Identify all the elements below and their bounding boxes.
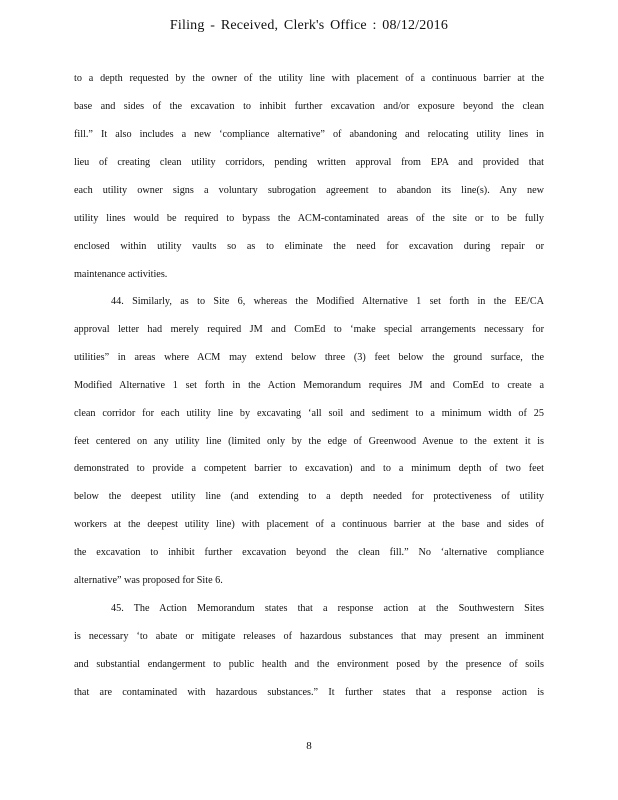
text-line: to a depth requested by the owner of the utility line with placement of a continuous barrier at the bbox=[74, 73, 544, 84]
paragraph-44-start: 44. Similarly, as to Site 6, whereas the Modified Alternative 1 set forth in the EE/CA bbox=[111, 296, 544, 307]
text-line: that are contaminated with hazardous substances.” It further states that a response action is bbox=[74, 687, 544, 698]
text-line: the excavation to inhibit further excavation beyond the clean fill.” No ‘alternative compliance bbox=[74, 547, 544, 558]
text-line: lieu of creating clean utility corridors, pending written approval from EPA and provided that bbox=[74, 157, 544, 168]
text-line: utility lines would be required to bypass the ACM-contaminated areas of the site or to be fully bbox=[74, 213, 544, 224]
text-line: utilities” in areas where ACM may extend below three (3) feet below the ground surface, the bbox=[74, 352, 544, 363]
text-line: each utility owner signs a voluntary subrogation agreement to abandon its line(s). Any new bbox=[74, 185, 544, 196]
text-line: workers at the deepest utility line) with placement of a continuous barrier at the base and sides of bbox=[74, 519, 544, 530]
text-line: Modified Alternative 1 set forth in the Action Memorandum requires JM and ComEd to create a bbox=[74, 380, 544, 391]
filing-header: Filing - Received, Clerk's Office : 08/12/2016 bbox=[169, 18, 449, 33]
text-line: approval letter had merely required JM and ComEd to ‘make special arrangements necessary for bbox=[74, 324, 544, 335]
text-line: feet centered on any utility line (limited only by the edge of Greenwood Avenue to the extent it is bbox=[74, 436, 544, 447]
text-line: demonstrated to provide a competent barrier to excavation) and to a minimum depth of two feet bbox=[74, 463, 544, 474]
text-line: below the deepest utility line (and extending to a depth needed for protectiveness of utility bbox=[74, 491, 544, 502]
text-line: and substantial endangerment to public health and the environment posed by the presence of soils bbox=[74, 659, 544, 670]
text-line: fill.” It also includes a new ‘compliance alternative” of abandoning and relocating utility lines in bbox=[74, 129, 544, 140]
text-line: is necessary ‘to abate or mitigate releases of hazardous substances that may present an imminent bbox=[74, 631, 544, 642]
text-line: base and sides of the excavation to inhibit further excavation and/or exposure beyond the clean bbox=[74, 101, 544, 112]
text-line: alternative” was proposed for Site 6. bbox=[74, 575, 223, 586]
text-line: maintenance activities. bbox=[74, 269, 168, 280]
page-number: 8 bbox=[306, 740, 312, 752]
paragraph-45-start: 45. The Action Memorandum states that a response action at the Southwestern Sites bbox=[111, 603, 544, 614]
text-line: enclosed within utility vaults so as to eliminate the need for excavation during repair or bbox=[74, 241, 544, 252]
text-line: clean corridor for each utility line by excavating ‘all soil and sediment to a minimum width of 25 bbox=[74, 408, 544, 419]
